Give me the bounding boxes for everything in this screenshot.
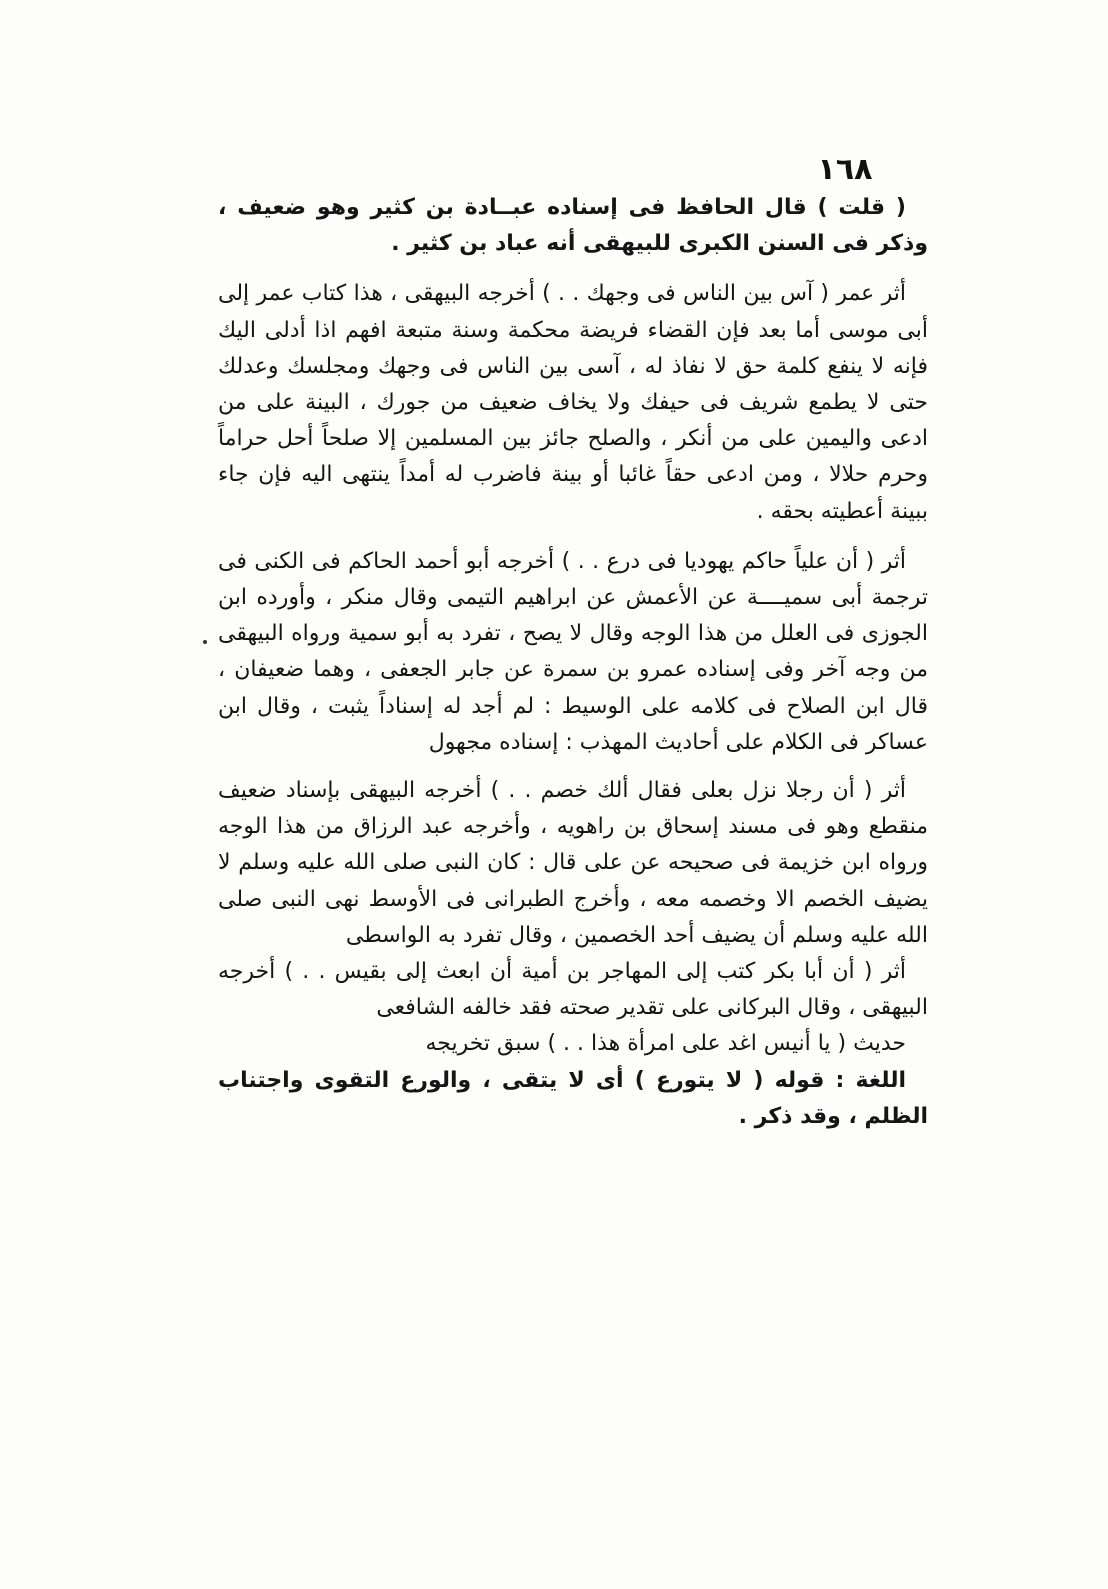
paragraph-athar-abu-bakr: أثر ( أن أبا بكر كتب إلى المهاجر بن أمية أن ابعث إلى بقيس . . ) أخرجه البيهقى ، وقال البركانى على تقدير صحته فقد خالفه الشافعى: [218, 959, 928, 1021]
paragraph-qult-note: ( قلت ) قال الحافظ فى إسناده عبــادة بن كثير وهو ضعيف ، وذكر فى السنن الكبرى للبيهقى أنه عباد بن كثير .: [218, 195, 928, 257]
scan-speck: [203, 640, 207, 644]
page-number: ١٦٨: [817, 152, 873, 187]
paragraph-athar-ali-yahudi: أثر ( أن علياً حاكم يهوديا فى درع . . ) أخرجه أبو أحمد الحاكم فى الكنى فى ترجمة أبى سميــــة عن الأعمش عن ابراهيم التيمى وقال منكر ، وأورده ابن الجوزى فى العلل من هذا الوجه وقال لا يصح ، تفرد به أبو سمية ورواه البيهقى من وجه آخر وفى إسناده عمرو بن سمرة عن جابر الجعفى ، وهما ضعيفان ، قال ابن الصلاح فى كلامه على الوسيط : لم أجد له إسناداً يثبت ، وقال ابن عساكر فى الكلام على أحاديث المهذب : إسناده مجهول: [218, 548, 928, 755]
paragraph-athar-umar: أثر عمر ( آس بين الناس فى وجهك . . ) أخرجه البيهقى ، هذا كتاب عمر إلى أبى موسى أما بعد فإن القضاء فريضة محكمة وسنة متبعة افهم اذا أدلى اليك فإنه لا ينفع كلمة حق لا نفاذ له ، آسى بين الناس فى وجهك ومجلسك وعدلك حتى لا يطمع شريف فى حيفك ولا يخاف ضعيف من جورك ، البينة على من ادعى واليمين على من أنكر ، والصلح جائز بين المسلمين إلا صلحاً أحل حراماً وحرم حلالا ، ومن ادعى حقاً غائبا أو بينة فاضرب له أمداً ينتهى اليه فإن جاء ببينة أعطيته بحقه .: [218, 281, 928, 524]
paragraph-lugha: اللغة : قوله ( لا يتورع ) أى لا يتقى ، والورع التقوى واجتناب الظلم ، وقد ذكر .: [218, 1067, 928, 1129]
paragraph-hadith-unays: حديث ( يا أنيس اغد على امرأة هذا . . ) سبق تخريجه: [425, 1031, 906, 1057]
paragraph-athar-rajul: أثر ( أن رجلا نزل بعلى فقال ألك خصم . . ) أخرجه البيهقى بإسناد ضعيف منقطع وهو فى مسند إسحاق بن راهويه ، وأخرجه عبد الرزاق من هذا الوجه ورواه ابن خزيمة فى صحيحه عن على قال : كان النبى صلى الله عليه وسلم لا يضيف الخصم الا وخصمه معه ، وأخرج الطبرانى فى الأوسط نهى النبى صلى الله عليه وسلم أن يضيف أحد الخصمين ، وقال تفرد به الواسطى: [218, 778, 928, 948]
text-body: [218, 190, 928, 1135]
